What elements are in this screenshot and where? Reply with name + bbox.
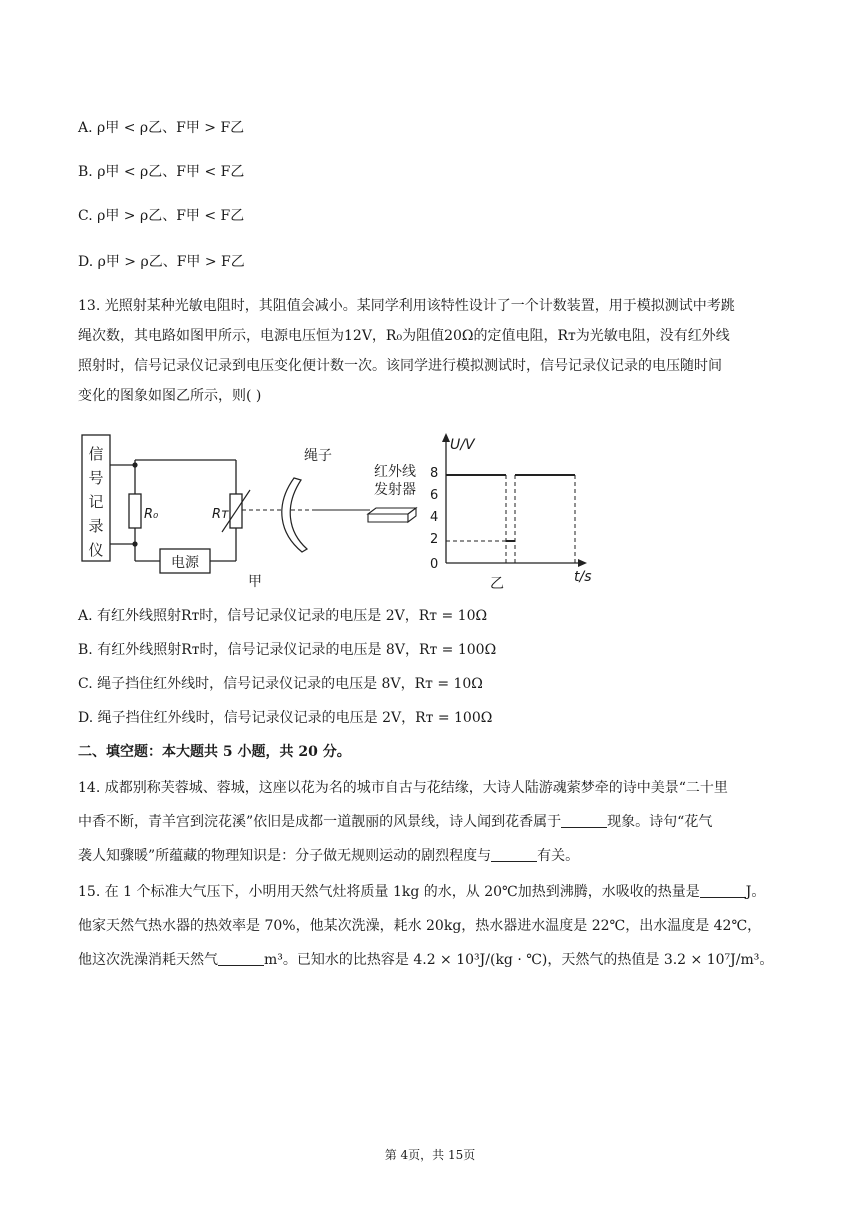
q14-line-2-part-b: 现象。诗句“花气 (607, 814, 713, 830)
q14-blank-1[interactable] (561, 813, 607, 828)
q14-blank-2[interactable] (491, 847, 537, 862)
y-tick-2: 2 (430, 532, 439, 547)
circuit-and-graph-figure (78, 428, 618, 594)
rope-shape (282, 478, 307, 552)
page-footer: 第 4页，共 15页 (384, 1148, 476, 1162)
option-12b: B. ρ甲 < ρ乙、F甲 < F乙 (78, 164, 245, 180)
junction-dot-bottom (132, 541, 137, 546)
q13-stem-line-3: 照射时，信号记录仪记录到电压变化便计数一次。该同学进行模拟测试时，信号记录仪记录的电压随时间 (78, 358, 722, 374)
y-axis-arrow (442, 433, 450, 442)
recorder-char-1: 信 (88, 445, 104, 463)
r0-label: R₀ (144, 507, 159, 522)
recorder-char-3: 记 (88, 493, 104, 511)
y-tick-4: 4 (430, 510, 439, 525)
voltage-time-graph (442, 433, 587, 567)
junction-dot-top (132, 462, 137, 467)
y-tick-6: 6 (430, 488, 439, 503)
q13-stem-line-2: 绳次数，其电路如图甲所示，电源电压恒为12V，R₀为阻值20Ω的定值电阻，Rᴛ为光敏电阻，没有红外线 (78, 328, 730, 344)
rt-label: Rᴛ (212, 507, 229, 522)
q13-option-c: C. 绳子挡住红外线时，信号记录仪记录的电压是 8V，Rᴛ = 10Ω (78, 676, 483, 692)
q15-line-2: 他家天然气热水器的热效率是 70%，他某次洗澡，耗水 20kg，热水器进水温度是 22℃，出水温度是 42℃， (78, 918, 762, 934)
x-axis-label: t/s (574, 569, 592, 585)
q13-stem-line-4: 变化的图象如图乙所示，则( ) (78, 388, 262, 404)
graph-caption: 乙 (490, 576, 504, 592)
recorder-char-2: 号 (88, 469, 104, 487)
q15-line-1-part-a: 15. 在 1 个标准大气压下，小明用天然气灶将质量 1kg 的水，从 20℃加热到沸腾，水吸收的热量是 (78, 884, 700, 900)
power-source-label: 电源 (171, 555, 199, 571)
q14-line-2 (78, 812, 712, 832)
q14-line-3-part-a: 袭人知骤暖”所蕴藏的物理知识是：分子做无规则运动的剧烈程度与 (78, 848, 492, 864)
y-tick-0: 0 (430, 557, 439, 572)
q15-blank-2[interactable] (218, 951, 264, 966)
q15-line-3 (78, 950, 773, 970)
q15-line-3-part-b: m³。已知水的比热容是 4.2 × 10³J/(kg · ℃)，天然气的热值是 3.2 × 10⁷J/m³。 (264, 952, 774, 968)
x-axis-arrow (578, 559, 587, 567)
circuit-caption: 甲 (248, 574, 262, 590)
r0-resistor (129, 494, 141, 528)
q14-line-1: 14. 成都别称芙蓉城、蓉城，这座以花为名的城市自古与花结缘，大诗人陆游魂萦梦牵的诗中美景“二十里 (78, 780, 728, 796)
q14-line-3 (78, 846, 579, 866)
q14-line-3-part-b: 有关。 (537, 848, 580, 864)
emitter-label-2: 发射器 (374, 482, 416, 498)
emitter-label-1: 红外线 (374, 464, 416, 480)
q15-blank-1[interactable] (700, 883, 746, 898)
y-tick-8: 8 (430, 466, 439, 481)
rope-label: 绳子 (304, 448, 332, 464)
q13-option-d: D. 绳子挡住红外线时，信号记录仪记录的电压是 2V，Rᴛ = 100Ω (78, 710, 493, 726)
q15-line-1 (78, 882, 765, 902)
section-2-heading: 二、填空题：本大题共 5 小题，共 20 分。 (78, 744, 351, 760)
option-12d: D. ρ甲 > ρ乙、F甲 > F乙 (78, 254, 245, 270)
recorder-char-4: 录 (88, 517, 104, 535)
option-12a: A. ρ甲 < ρ乙、F甲 > F乙 (78, 120, 245, 136)
option-12c: C. ρ甲 > ρ乙、F甲 < F乙 (78, 208, 245, 224)
y-axis-label: U/V (450, 437, 475, 453)
q13-option-b: B. 有红外线照射Rᴛ时，信号记录仪记录的电压是 8V，Rᴛ = 100Ω (78, 642, 497, 658)
q13-option-a: A. 有红外线照射Rᴛ时，信号记录仪记录的电压是 2V，Rᴛ = 10Ω (78, 608, 488, 624)
emitter-front (368, 514, 408, 522)
q14-line-2-part-a: 中香不断，青羊宫到浣花溪”依旧是成都一道靓丽的风景线，诗人闻到花香属于 (78, 814, 562, 830)
q15-line-3-part-a: 他这次洗澡消耗天然气 (78, 952, 218, 968)
q13-stem-line-1: 13. 光照射某种光敏电阻时，其阻值会减小。某同学利用该特性设计了一个计数装置，用于模拟测试中考跳 (78, 298, 735, 314)
recorder-char-5: 仪 (88, 541, 104, 559)
q15-line-1-part-b: J。 (745, 884, 766, 900)
